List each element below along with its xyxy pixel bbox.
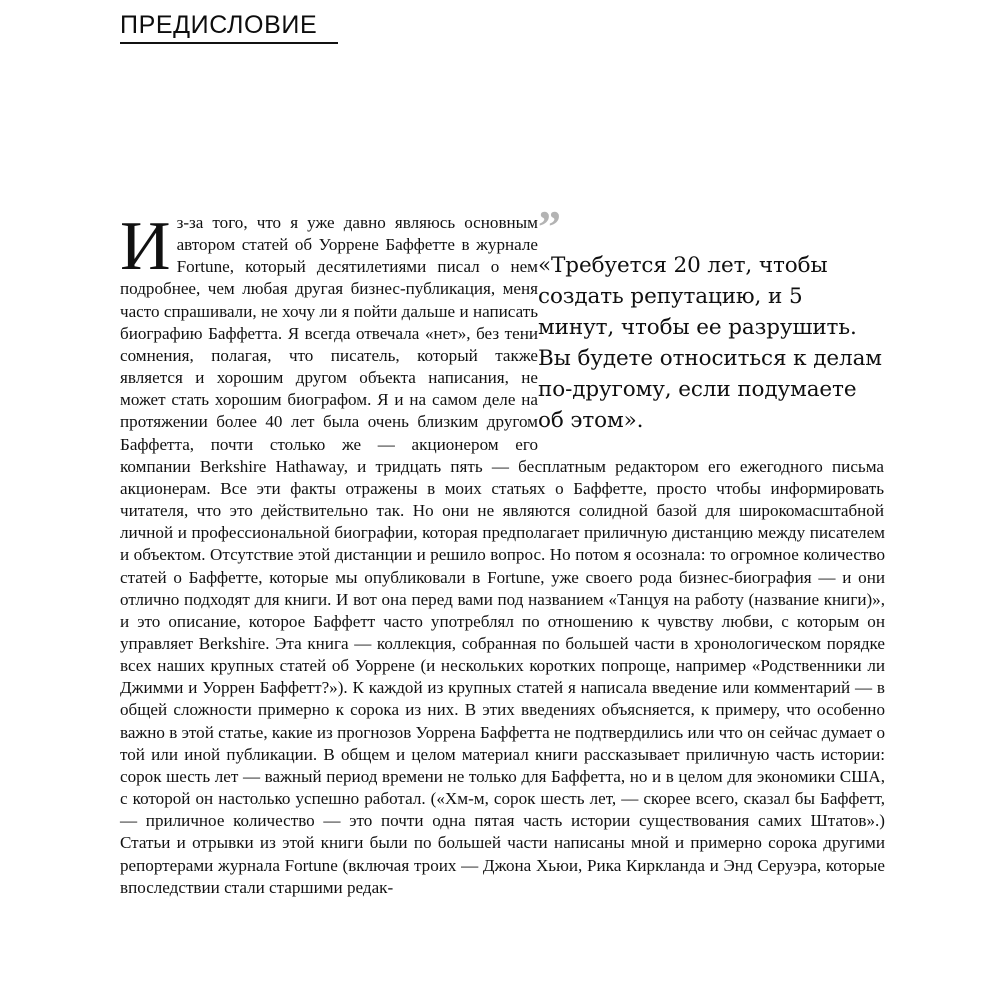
quotation-mark-icon: ”	[538, 201, 562, 252]
page-header	[120, 12, 880, 44]
pull-quote-text: «Требуется 20 лет, чтобы создать репутацию, и 5 минут, чтобы ее разрушить. Вы будете относиться к делам по-другому, если подумаете об этом».	[538, 253, 882, 433]
pull-quote	[538, 201, 884, 436]
body-paragraph: Из-за того, что я уже давно являюсь основным автором статей об Уоррене Баффетте в журнале Fortune, который десятилетиями писал о нем подробнее, чем любая другая бизнес-публикация, меня часто спрашивали, не хочу ли я пойти дальше и написать биографию Баффетта. Я всегда отвечала «нет», без тени сомнения, полагая, что писатель, который также является и хорошим другом объекта написания, не может стать хорошим биографом. Я и на самом деле на протяжении более 40 лет была очень близким другом Баффетта, почти столько же — акционером его компании Berkshire Hathaway, и тридцать пять — бесплатным редактором его ежегодного письма акционерам. Все эти факты отражены в моих статьях о Баффетте, просто чтобы информировать читателя, что это действительно так. Но они не являются солидной базой для широкомасштабной личной и профессиональной биографии, которая предполагает приличную дистанцию между писателем и объектом. Отсутствие этой дистанции и решило вопрос. Но потом я осознала: то огромное количество статей о Баффетте, которые мы опубликовали в Fortune, уже своего рода бизнес-биография — и они отлично подходят для книги. И вот она перед вами под названием «Танцуя на работу (название книги)», и это описание, которое Баффетт часто употреблял по отношению к чувству любви, с которым он управляет Berkshire. Эта книга — коллекция, собранная по большей части в хронологическом порядке всех наших крупных статей об Уоррене (и нескольких коротких попроще, например «Родственники ли Джимми и Уоррен Баффетт?»). К каждой из крупных статей я написала введение или комментарий — в общей сложности примерно к сорока из них. В этих введениях объясняется, к примеру, что особенно важно в этой статье, какие из прогнозов Уоррена Баффетта не подтвердились или что он сейчас думает о той или иной публикации. В общем и целом материал книги рассказывает приличную часть истории: сорок шесть лет — важный период времени не только для Баффетта, но и в целом для экономики США, с которой он настолько успешно работал. («Хм-м, сорок шесть лет, — скорее всего, сказал бы Баффетт, — приличное количество — это почти одна пятая часть истории существования самих Штатов».) Статьи и отрывки из этой книги были по большей части написаны мной и примерно сорока другими репортерами журнала Fortune (включая троих — Джона Хьюи, Рика Киркланда и Энд Серуэра, которые впоследствии стали старшими редак-	[120, 208, 885, 897]
pullquote-offset-spacer	[884, 212, 885, 508]
page-title: ПРЕДИСЛОВИЕ	[120, 11, 318, 39]
article-body	[120, 201, 885, 899]
header-underline-rule	[120, 42, 338, 44]
